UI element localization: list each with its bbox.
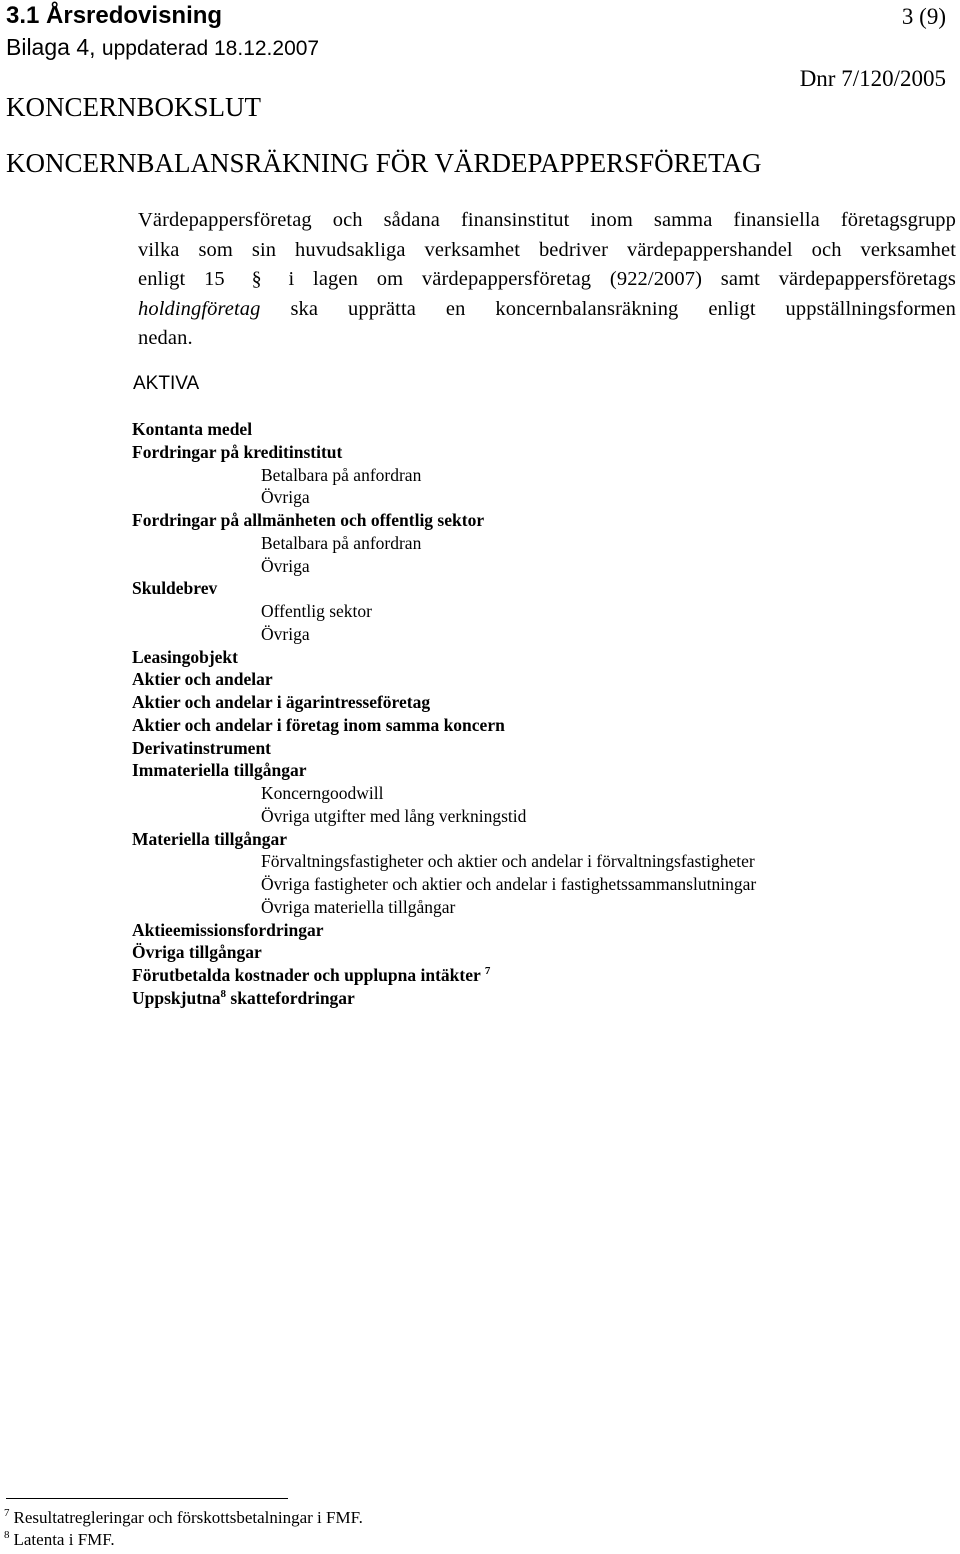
dnr-reference: Dnr 7/120/2005 (799, 66, 946, 91)
aktiva-item-label: Kontanta medel (132, 419, 253, 439)
aktiva-subitem (132, 782, 756, 805)
intro-line-1: Värdepappersföretag och sådana finansinstitut inom samma finansiella företagsgrupp (138, 209, 956, 231)
footnote-divider (6, 1498, 288, 1499)
aktiva-item-label: Aktier och andelar i ägarintresseföretag (132, 692, 431, 712)
aktiva-subitem (132, 532, 756, 555)
aktiva-item (132, 509, 756, 532)
footnote-ref: 8 (220, 987, 227, 1000)
aktiva-item (132, 737, 756, 760)
aktiva-item (132, 828, 756, 851)
aktiva-item-label: Koncerngoodwill (261, 783, 384, 803)
aktiva-item-label: Fordringar på allmänheten och offentlig sektor (132, 510, 485, 530)
aktiva-item (132, 646, 756, 669)
aktiva-item-label: Betalbara på anfordran (261, 532, 422, 553)
aktiva-item-label: Övriga (261, 623, 310, 644)
annex-label: Bilaga 4, (6, 34, 102, 60)
aktiva-item (132, 714, 756, 737)
aktiva-item (132, 941, 756, 964)
intro-line-3-start: enligt 15 (138, 268, 225, 290)
intro-line-4 (138, 295, 956, 325)
footnote-8 (4, 1530, 115, 1550)
aktiva-subitem (132, 600, 756, 623)
aktiva-item-label: Uppskjutna (132, 987, 221, 1008)
aktiva-item (132, 577, 756, 600)
footnote-ref: 7 (484, 965, 491, 977)
aktiva-item (132, 668, 756, 691)
aktiva-subitem (132, 850, 756, 873)
aktiva-item-label: Fordringar på kreditinstitut (132, 441, 343, 462)
aktiva-item-label: Förvaltningsfastigheter och aktier och andelar i förvaltningsfastigheter (261, 851, 755, 872)
footnote-text: Latenta i FMF. (13, 1530, 115, 1549)
aktiva-list (132, 418, 756, 1010)
aktiva-subitem (132, 896, 756, 919)
annex-line (6, 34, 319, 61)
annex-date: uppdaterad 18.12.2007 (101, 37, 320, 60)
aktiva-item-label: Materiella tillgångar (132, 828, 288, 849)
aktiva-subitem (132, 486, 756, 509)
aktiva-item-label: Övriga utgifter med lång verkningstid (261, 805, 527, 826)
aktiva-item-label: Övriga materiella tillgångar (261, 896, 456, 917)
intro-line-2: vilka som sin huvudsakliga verksamhet bedriver värdepappershandel och verksamhet (138, 238, 956, 261)
aktiva-item-label: Derivatinstrument (132, 737, 272, 758)
aktiva-item-label: Betalbara på anfordran (261, 464, 422, 485)
footnote-text: Resultatregleringar och förskottsbetalningar i FMF. (13, 1508, 363, 1527)
intro-line-3-end: i lagen om värdepappersföretag (922/2007) samt värdepappersföretags (288, 268, 957, 290)
aktiva-item-label: Övriga (261, 487, 310, 508)
aktiva-item (132, 964, 756, 987)
aktiva-item-label: Immateriella tillgångar (132, 760, 307, 781)
document-subtitle: KONCERNBALANSRÄKNING FÖR VÄRDEPAPPERSFÖRETAG (6, 148, 762, 178)
aktiva-item-label: Offentlig sektor (261, 601, 372, 621)
document-title: KONCERNBOKSLUT (6, 92, 262, 122)
aktiva-item-label: Leasingobjekt (132, 646, 238, 667)
footnote-7 (4, 1508, 363, 1528)
section-heading: 3.1 Årsredovisning (6, 2, 223, 29)
aktiva-item-label-cont: skattefordringar (226, 987, 355, 1008)
footnote-number: 8 (4, 1529, 10, 1541)
aktiva-item-label: Aktier och andelar i företag inom samma koncern (132, 714, 505, 735)
aktiva-item-label: Övriga (261, 555, 310, 576)
aktiva-subitem (132, 873, 756, 896)
aktiva-item-label: Aktieemissionsfordringar (132, 919, 324, 940)
aktiva-item-label: Förutbetalda kostnader och upplupna intäkter (132, 965, 481, 985)
aktiva-item (132, 987, 756, 1010)
page-number: 3 (9) (901, 4, 946, 29)
footnote-number: 7 (4, 1507, 10, 1519)
aktiva-heading: AKTIVA (133, 373, 200, 394)
aktiva-item (132, 759, 756, 782)
aktiva-item (132, 919, 756, 942)
aktiva-item-label: Skuldebrev (132, 578, 218, 599)
aktiva-item (132, 418, 756, 441)
aktiva-subitem (132, 464, 756, 487)
intro-line-4-end: ska upprätta en koncernbalansräkning enligt uppställningsformen (290, 297, 956, 320)
intro-line-3 (138, 265, 956, 295)
aktiva-subitem (132, 805, 756, 828)
intro-paragraph (138, 206, 956, 354)
aktiva-item (132, 691, 756, 714)
aktiva-item-label: Aktier och andelar (132, 669, 273, 690)
intro-italic-term: holdingföretag (138, 297, 261, 320)
intro-line-5: nedan. (138, 327, 193, 349)
aktiva-item-label: Övriga fastigheter och aktier och andelar i fastighetssammanslutningar (261, 874, 757, 894)
aktiva-subitem (132, 555, 756, 578)
aktiva-subitem (132, 623, 756, 646)
aktiva-item (132, 441, 756, 464)
aktiva-item-label: Övriga tillgångar (132, 942, 262, 963)
paragraph-sign: § (251, 268, 262, 290)
